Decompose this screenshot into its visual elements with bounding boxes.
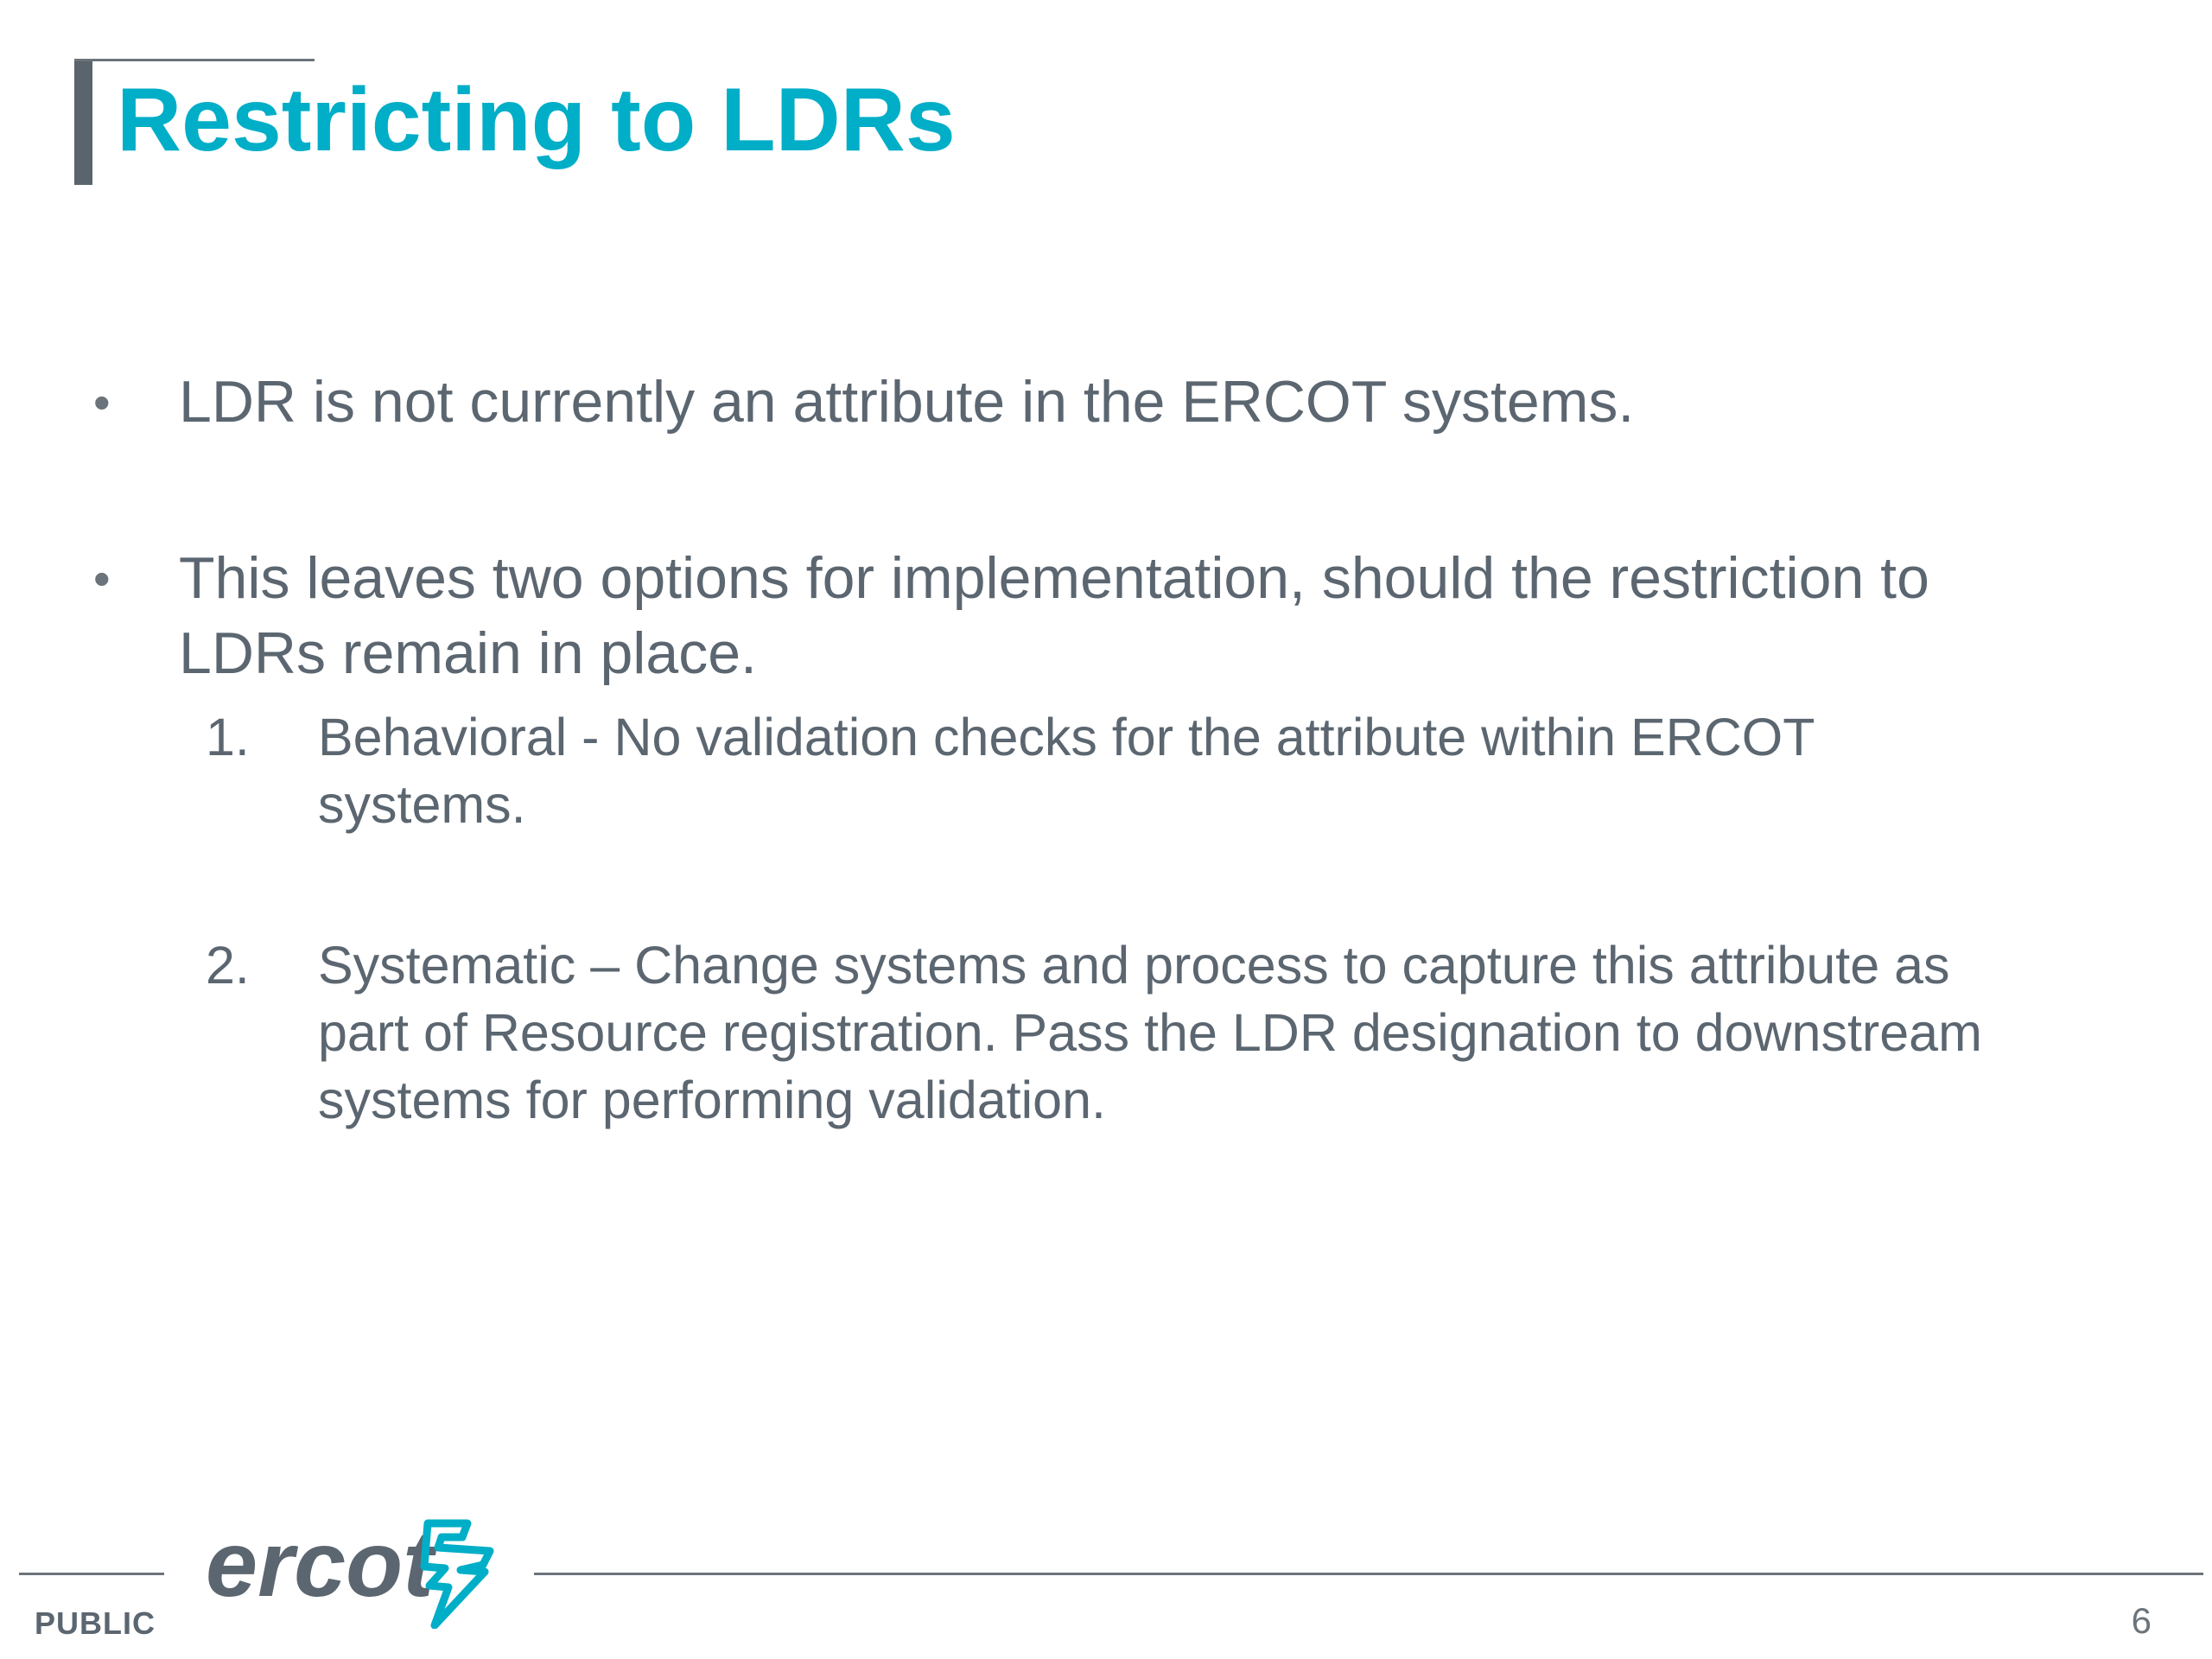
title-accent-bar [74, 59, 92, 185]
slide-title: Restricting to LDRs [117, 70, 956, 170]
bullet-line: This leaves two options for implementation, should the restriction to [179, 545, 1929, 611]
footer-divider-left [19, 1573, 164, 1575]
title-accent-line [74, 59, 315, 61]
bullet-item [179, 365, 1634, 440]
option-line: part of Resource registration. Pass the LDR designation to downstream [318, 1003, 1982, 1062]
bullet-marker: • [93, 375, 111, 429]
bullet-line: LDR is not currently an attribute in the ERCOT systems. [179, 369, 1635, 435]
bullet-marker: • [93, 551, 111, 606]
logo-wordmark: ercot [206, 1511, 435, 1616]
ercot-lightning-mark-icon [400, 1516, 504, 1629]
option-line: Systematic – Change systems and process to capture this attribute as [318, 936, 1950, 995]
option-line: systems. [318, 775, 526, 834]
bullet-line: LDRs remain in place. [179, 620, 757, 686]
option-line: systems for performing validation. [318, 1071, 1106, 1129]
option-item [318, 703, 1815, 838]
option-number: 1. [206, 708, 250, 766]
classification-label: PUBLIC [35, 1605, 156, 1641]
footer-divider-right [534, 1573, 2203, 1575]
bullet-item [179, 541, 1929, 691]
option-number: 2. [206, 936, 250, 995]
page-number: 6 [2131, 1600, 2152, 1641]
option-line: Behavioral - No validation checks for the attribute within ERCOT [318, 708, 1815, 766]
option-item [318, 931, 1982, 1134]
